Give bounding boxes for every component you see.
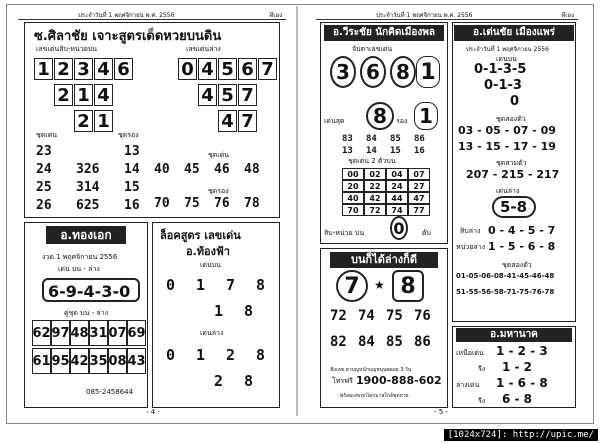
top-digit: 4 [94, 84, 113, 106]
tenchai-row1: 0-1-3-5 [474, 62, 527, 77]
grid-number: 13 [124, 144, 140, 159]
bottom-digit: 0 [178, 58, 197, 80]
lucky-number: 86 [414, 334, 431, 350]
bottom-digit: 4 [198, 58, 217, 80]
label-bottom-main: ชุดเด่น [208, 151, 230, 159]
left-header-date: ประจำวันที่ 1 พฤศจิกายน พ.ศ. 2556 [78, 12, 175, 19]
formula-digit: 8 [256, 346, 266, 364]
pick-grid-cell: 40 [342, 192, 364, 204]
row-label2: ดับ [422, 229, 431, 237]
pick-grid-cell: 00 [342, 168, 364, 180]
right-header [316, 8, 578, 20]
grid-number: 23 [36, 144, 52, 159]
silachai-title: ซ.ศิลาชัย เจาะสูตรเด็ดหวยบนดิน [34, 29, 222, 44]
pair-label: คู่ชุด บน - ล่าง [64, 309, 109, 317]
pick-number: 14 [366, 146, 377, 156]
pick-grid-cell: 42 [364, 192, 386, 204]
right-page [316, 6, 578, 414]
lucky-big1: 7 [336, 270, 368, 302]
grid-number: 75 [184, 196, 200, 211]
tenchai-row11: 51-55-56-58-71-75-76-78 [456, 288, 555, 296]
lucky-title: บนก็ได้ล่างก็ดี [330, 252, 438, 268]
tenchai-row2: 0-1-3 [484, 78, 522, 93]
lucky-number: 76 [414, 308, 431, 324]
lucky-number: 74 [358, 308, 375, 324]
bottom-digit: 4 [218, 110, 237, 132]
thongek-sub: เด่น บน - ล่าง [58, 265, 100, 273]
center-label: เด่นสุด [324, 117, 345, 125]
side-label: รอง [396, 117, 408, 125]
grid-number: 16 [124, 198, 140, 213]
lucky-number: 72 [330, 308, 347, 324]
top-digit: 6 [114, 58, 133, 80]
thongek-contact: 085-2458644 [86, 388, 134, 396]
tenchai-row9: 1 - 5 - 6 - 8 [488, 240, 556, 253]
lucky-number: 85 [386, 334, 403, 350]
top-digit: 1 [74, 84, 93, 106]
left-header-tag: ทีเอง [269, 12, 282, 19]
bottom-digit: 4 [198, 84, 217, 106]
grid-number: 326 [76, 162, 100, 177]
pick-grid-cell: 44 [386, 192, 408, 204]
pair-cell: 08 [108, 348, 127, 374]
tenchai-lbl5: สิบล่าง [460, 227, 481, 235]
formula-digit: 8 [244, 302, 254, 320]
pick-grid-cell: 70 [342, 204, 364, 216]
grid-number: 70 [154, 196, 170, 211]
col1-head: เลขเด่นสิบ-หน่วยบน [36, 45, 98, 53]
pair-cell: 95 [51, 348, 70, 374]
mahanak-l1: เหนือเด่น [456, 349, 484, 357]
pick-number: 86 [414, 134, 425, 144]
page-gutter [296, 6, 298, 416]
top-digit: 2 [54, 58, 73, 80]
row-label: สิบ-หน่วย บน [324, 229, 365, 237]
row-value: 0 [390, 216, 408, 240]
tenchai-name: อ.เต่นชัย เมืองแพร่ [454, 25, 574, 41]
lucky-big2: 8 [392, 270, 424, 302]
grid-number: 26 [36, 198, 52, 213]
mahanak-name: อ.มหานาค [456, 328, 572, 342]
watermark: [1024x724]: http://upic.me/ [444, 429, 598, 441]
pick-box: 1 [416, 56, 440, 88]
pair-cell: 69 [127, 320, 146, 346]
grid-title: ชุดเด่น 2 ตัวบน [348, 157, 396, 165]
pick-circle: 6 [360, 56, 386, 88]
label-top-second: ชุดรอง [118, 131, 139, 139]
formula-digit: 7 [226, 276, 236, 294]
label-top-main: ชุดเด่น [36, 131, 58, 139]
grid-number: 48 [244, 162, 260, 177]
pick-grid-cell: 72 [364, 204, 386, 216]
formula-title: ล็อคสูตร เลขเด่น [160, 229, 241, 242]
left-page-number: - 4 - [146, 408, 160, 416]
bottom-digit: 7 [258, 58, 277, 80]
formula-digit: 2 [226, 346, 236, 364]
weerachai-name: อ.วีระชัย นักคิดเมืองพล [324, 25, 444, 41]
pick-grid-cell: 20 [342, 180, 364, 192]
grid-number: 40 [154, 162, 170, 177]
side-value: 1 [414, 102, 438, 130]
lucky-note: ฟังเลข ฮาบุญหนักบุญหนุนพลอย 3 วัน [330, 367, 412, 373]
bottom-digit: 7 [238, 84, 257, 106]
tenchai-row8: 0 - 4 - 5 - 7 [488, 224, 556, 237]
formula-digit: 1 [196, 276, 206, 294]
pair-cell: 07 [108, 320, 127, 346]
mahanak-l2: รีง [478, 365, 486, 373]
tenchai-lbl1: เด่นบน [496, 55, 517, 63]
pick-grid-cell: 22 [364, 180, 386, 192]
lucky-number: 84 [358, 334, 375, 350]
tenchai-lbl7: ชุดสองตัว [502, 261, 532, 269]
lucky-phone-label: โทรฟรี [332, 377, 353, 385]
tenchai-lbl4: เด่นล่าง [496, 187, 520, 195]
center-circle: 8 [366, 102, 394, 130]
pick-grid-cell: 74 [386, 204, 408, 216]
formula-digit: 0 [166, 346, 176, 364]
pick-number: 85 [390, 134, 401, 144]
tenchai-row5: 13 - 15 - 17 - 19 [458, 140, 556, 153]
pick-number: 83 [342, 134, 353, 144]
lucky-number: 75 [386, 308, 403, 324]
pair-cell: 97 [51, 320, 70, 346]
pair-cell: 35 [89, 348, 108, 374]
formula-name: อ.ท้องฟ้า [186, 245, 230, 258]
right-header-tag: ทีเอง [561, 12, 574, 19]
tenchai-date: ประจำวันที่ 1 พฤศจิกายน 2556 [466, 46, 549, 53]
pick-grid-cell: 47 [408, 192, 430, 204]
tenchai-lbl2: ชุดสองตัว [496, 115, 526, 123]
top-digit: 2 [74, 110, 93, 132]
label-bottom-second: ชุดรอง [208, 187, 229, 195]
bottom-digit: 5 [218, 58, 237, 80]
pick-grid-cell: 04 [386, 168, 408, 180]
mahanak-l4: รีง [478, 397, 486, 405]
pick-grid-cell: 27 [408, 180, 430, 192]
formula-top-label: เด่นบน [200, 261, 221, 269]
pick-circle: 3 [330, 56, 356, 88]
left-page [18, 6, 286, 414]
pick-grid-cell: 24 [386, 180, 408, 192]
formula-digit: 1 [196, 346, 206, 364]
mahanak-v3: 1 - 6 - 8 [496, 376, 548, 390]
top-digit: 3 [74, 58, 93, 80]
top-digit: 1 [34, 58, 53, 80]
pair-cell: 31 [89, 320, 108, 346]
left-header [18, 8, 286, 20]
formula-digit: 8 [244, 372, 254, 390]
tenchai-row10: 01-05-06-08-41-45-46-48 [456, 272, 555, 280]
bottom-digit: 6 [238, 58, 257, 80]
grid-number: 25 [36, 180, 52, 195]
tenchai-lbl3: ชุดสามตัว [496, 159, 527, 167]
right-header-date: ประจำวันที่ 1 พฤศจิกายน พ.ศ. 2556 [376, 12, 473, 19]
formula-digit: 2 [214, 372, 224, 390]
bottom-digit: 7 [238, 110, 257, 132]
tenchai-lbl6: หน่วยล่าง [456, 243, 486, 251]
grid-number: 625 [76, 198, 100, 213]
pick-number: 16 [414, 146, 425, 156]
lucky-phone: 1900-888-602 [356, 374, 442, 387]
mahanak-v4: 6 - 8 [502, 392, 533, 406]
pick-grid-cell: 07 [408, 168, 430, 180]
tenchai-row3: 0 [510, 94, 520, 109]
grid-number: 78 [244, 196, 260, 211]
top-digit: 1 [94, 110, 113, 132]
star-icon: ★ [374, 278, 385, 292]
formula-digit: 0 [166, 276, 176, 294]
lucky-number: 82 [330, 334, 347, 350]
thongek-name: อ.ทองเอก [46, 226, 126, 244]
formula-digit: 1 [214, 302, 224, 320]
grid-number: 14 [124, 162, 140, 177]
col2-head: เลขเด่นล่าง [186, 45, 221, 53]
pair-cell: 62 [32, 320, 51, 346]
lucky-note2: พร้อมเลขทุกไตรมาสใกล้ชุดหวย [340, 393, 409, 399]
pick-number: 13 [342, 146, 353, 156]
top-digit: 2 [54, 84, 73, 106]
grid-number: 45 [184, 162, 200, 177]
tenchai-row4: 03 - 05 - 07 - 09 [458, 124, 556, 137]
thongek-date: งวด.1 พฤศจิกายน 2556 [42, 253, 118, 261]
pair-cell: 48 [70, 320, 89, 346]
pair-cell: 43 [127, 348, 146, 374]
pick-grid-cell: 77 [408, 204, 430, 216]
formula-digit: 8 [256, 276, 266, 294]
right-page-number: - 5 - [434, 408, 448, 416]
weerachai-sub: จับตาเลขเด่น [352, 45, 393, 53]
grid-number: 24 [36, 162, 52, 177]
pick-circle: 8 [390, 56, 416, 88]
grid-number: 76 [214, 196, 230, 211]
pick-number: 84 [366, 134, 377, 144]
grid-number: 46 [214, 162, 230, 177]
grid-number: 314 [76, 180, 100, 195]
mahanak-l3: ล่างเด่น [456, 381, 480, 389]
top-digit: 4 [94, 58, 113, 80]
mahanak-v2: 1 - 2 [502, 360, 533, 374]
pick-grid-cell: 02 [364, 168, 386, 180]
thongek-main: 6-9-4-3-0 [48, 282, 131, 301]
grid-number: 15 [124, 180, 140, 195]
mahanak-v1: 1 - 2 - 3 [496, 344, 548, 358]
pair-cell: 42 [70, 348, 89, 374]
tenchai-row6: 207 - 215 - 217 [466, 168, 560, 181]
pair-cell: 61 [32, 348, 51, 374]
tenchai-row7: 5-8 [500, 198, 528, 216]
bottom-digit: 5 [218, 84, 237, 106]
pick-number: 15 [390, 146, 401, 156]
formula-bottom-label: เด่นล่าง [200, 329, 224, 337]
